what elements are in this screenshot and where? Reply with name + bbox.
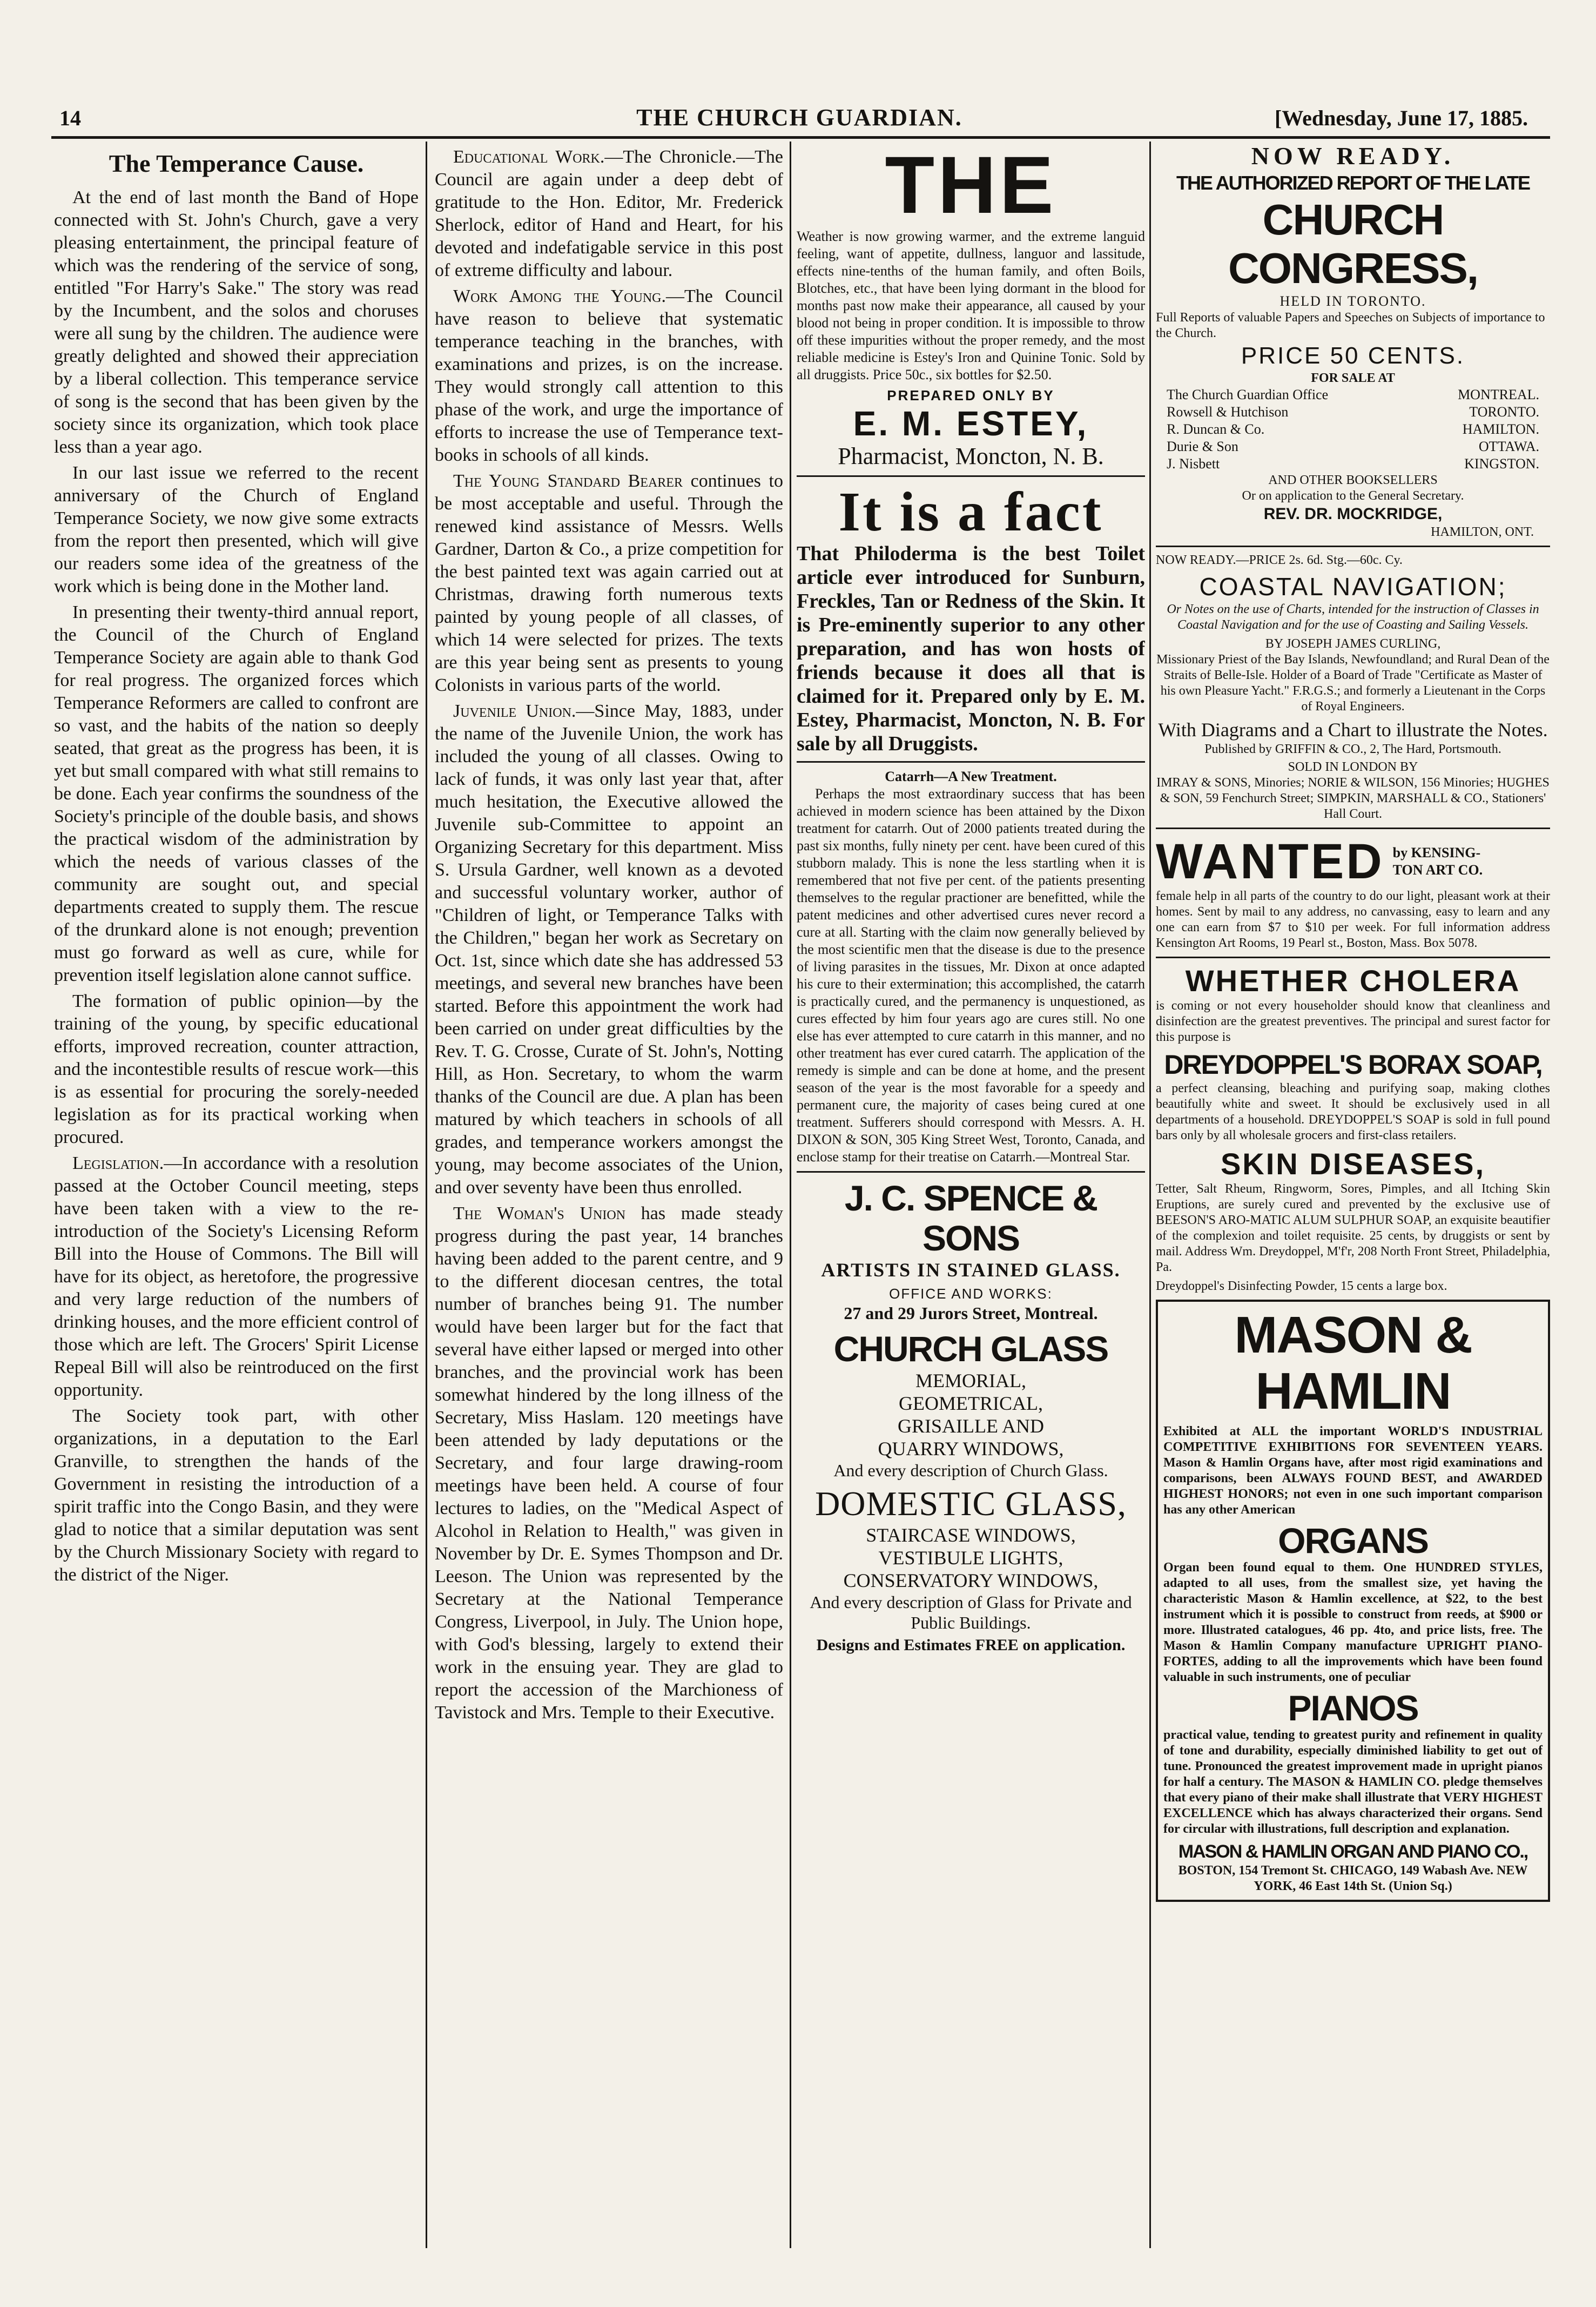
article-paragraph: In our last issue we referred to the recent anniversary of the Church of England Temperance Society, we now give some extracts from the report then presented, which will give our readers some idea of the greatness of the work which is being done in the Mother land. [54, 463, 419, 596]
congress-price: PRICE 50 CENTS. [1241, 342, 1465, 369]
column-advertisements-b [1156, 142, 1550, 2248]
spence-office: OFFICE AND WORKS: [889, 1286, 1053, 1302]
sold-by: IMRAY & SONS, Minories; NORIE & WILSON, 156 Minories; HUGHES & SON, 59 Fenchurch Street; SIMPKIN, MARSHALL & CO., Stationers' Hall Court. [1156, 776, 1550, 821]
mason-address: BOSTON, 154 Tremont St. CHICAGO, 149 Wabash Ave. NEW YORK, 46 East 14th St. (Union Sq.) [1178, 1864, 1528, 1893]
rev-location: HAMILTON, ONT. [1431, 525, 1534, 539]
seller-place: KINGSTON. [1464, 456, 1539, 472]
sold-in-london: SOLD IN LONDON BY [1288, 760, 1418, 774]
full-reports: Full Reports of valuable Papers and Speeches on Subjects of importance to the Church. [1156, 311, 1545, 340]
coastal-publisher: Published by GRIFFIN & CO., 2, The Hard, Portsmouth. [1204, 742, 1501, 756]
article-paragraph [435, 700, 783, 1199]
seller-name: R. Duncan & Co. [1167, 421, 1265, 437]
spence-name: J. C. SPENCE & SONS [844, 1178, 1097, 1258]
section-lead: The Woman's Union [453, 1203, 626, 1223]
column-rule-2 [790, 142, 791, 2248]
seller-name: J. Nisbett [1167, 456, 1220, 472]
quarry: QUARRY WINDOWS, [878, 1438, 1064, 1459]
coastal-author-desc: Missionary Priest of the Bay Islands, Newfoundland; and Rural Dean of the Straits of Belle-Isle. Holder of a Board of Trade "Certificate as Master of his own Pleasure Yacht." F.R.G.S.; and formerly a Lieutenant in the Corps of Royal Engineers. [1156, 653, 1550, 714]
catarrh-article [797, 761, 1145, 1166]
section-text: has made steady progress during the past year, 14 branches having been added to the parent centre, and 9 to the different diocesan centres, the total number of branches being 91. The number would have been larger but for the fact that several have either lapsed or merged into other branches, and the provincial work has been somewhat hindered by the long illness of the Secretary, Miss Haslam. 120 meetings have been attended by lady deputations or the Secretary, and four large drawing-room meetings have been held. A course of four lectures to ladies, on the "Medical Aspect of Alcohol in Relation to Health," was given in November by Dr. E. Symes Thompson and Dr. Leeson. The Union was represented by the Secretary at the National Temperance Congress, Liverpool, in July. The Union hope, with God's blessing, largely to extend their work in the ensuing year. They are glad to report the accession of the Marchioness of Tavistock and Mrs. Temple to their Executive. [435, 1203, 783, 1723]
borax-body: a perfect cleansing, bleaching and purifying soap, making clothes beautifully white and sweet. It should be exclusively used in all departments of a household. DREYDOPPEL'S SOAP is sold in full pound bars only by all wholesale grocers and first-class retailers. [1156, 1081, 1550, 1142]
article-paragraph [435, 1202, 783, 1724]
seller-row [1167, 386, 1539, 403]
sellers-list [1156, 386, 1550, 473]
estey-name: E. M. ESTEY, [853, 404, 1089, 443]
congress-held: HELD IN TORONTO. [1280, 293, 1426, 309]
designs-free: Designs and Estimates FREE on application. [816, 1636, 1126, 1654]
article-paragraph [435, 470, 783, 697]
article-paragraph [435, 285, 783, 467]
article-paragraph [435, 146, 783, 282]
seller-place: OTTAWA. [1478, 439, 1539, 454]
header-rule [51, 136, 1550, 139]
spence-address: 27 and 29 Jurors Street, Montreal. [844, 1303, 1098, 1323]
other-booksellers: AND OTHER BOOKSELLERS [1268, 473, 1438, 487]
page-number: 14 [59, 106, 81, 130]
domestic-glass: DOMESTIC GLASS, [815, 1484, 1127, 1523]
spence-sub: ARTISTS IN STAINED GLASS. [821, 1259, 1121, 1281]
mason-hamlin-ad [1156, 1300, 1550, 1902]
section-lead: The Young Standard Bearer [453, 471, 683, 491]
coastal-author: BY JOSEPH JAMES CURLING, [1265, 637, 1441, 651]
seller-row [1167, 403, 1539, 421]
every-glass: And every description of Glass for Private and Public Buildings. [810, 1592, 1132, 1632]
seller-place: TORONTO. [1469, 404, 1539, 420]
article-paragraph: The Society took part, with other organizations, in a deputation to the Earl Granville, to strengthen the hands of the Government in resisting the introduction of a spirit traffic into the Congo Basin, and they were glad to notice that a similar deputation was sent by the Church Missionary Society with regard to the district of the Niger. [54, 1406, 419, 1585]
seller-name: Durie & Son [1167, 439, 1238, 454]
now-ready: NOW READY. [1251, 142, 1455, 170]
wanted-ad [1156, 828, 1550, 951]
fact-headline: It is a fact [838, 481, 1103, 543]
estey-ad [797, 142, 1145, 470]
catarrh-heading: Catarrh—A New Treatment. [885, 769, 1057, 784]
coastal-ad [1156, 546, 1550, 822]
skin-body: Tetter, Salt Rheum, Ringworm, Sores, Pimples, and all Itching Skin Eruptions, are surely cured and prevented by the exclusive use of BEESON'S ARO-MATIC ALUM SULPHUR SOAP, an exquisite beautifier of the complexion and toilet requisite. 25 cents, by druggists or sent by mail. Address Wm. Dreydoppel, M'f'r, 208 North Front Street, Philadelphia, Pa. [1156, 1182, 1550, 1274]
masthead-title: THE CHURCH GUARDIAN. [636, 104, 962, 131]
section-lead: Educational Work. [453, 147, 605, 167]
congress-title: CHURCH CONGRESS, [1228, 196, 1478, 292]
organs-title: ORGANS [1278, 1521, 1428, 1561]
memorial: MEMORIAL, [915, 1370, 1026, 1391]
report-title: THE AUTHORIZED REPORT OF THE LATE [1176, 172, 1530, 194]
general-secretary: Or on application to the General Secretary. [1242, 489, 1464, 503]
pianos-title: PIANOS [1288, 1688, 1418, 1728]
article-paragraph: The formation of public opinion—by the training of the young, by specific educational efforts, improved recreation, counter attraction, and the incontestible results of rescue work—this is as essential for procuring the sorely-needed legislation as for its practical working when procured. [54, 991, 419, 1147]
every-church-glass: And every description of Church Glass. [833, 1461, 1108, 1480]
section-lead: Legislation. [72, 1153, 164, 1173]
section-lead: Work Among the Young. [453, 286, 666, 306]
congress-ad [1156, 142, 1550, 540]
seller-row [1167, 438, 1539, 455]
cholera-title: WHETHER CHOLERA [1185, 964, 1521, 998]
coastal-diagrams: With Diagrams and a Chart to illustrate the Notes. [1158, 719, 1548, 741]
section-text: —In accordance with a resolution passed at the October Council meeting, steps have been taken with a view to the re-introduction of the Society's Licensing Reform Bill into the House of Commons. The Bill will have for its object, as heretofore, the progressive and very large reduction of the numbers of drinking houses, and the more efficient control of those which are left. The Grocers' Spirit License Repeal Bill will also be reintroduced on the first opportunity. [54, 1153, 419, 1400]
disinfecting-powder: Dreydoppel's Disinfecting Powder, 15 cents a large box. [1156, 1279, 1447, 1293]
column-rule-3 [1149, 142, 1151, 2248]
mason-footer: MASON & HAMLIN ORGAN AND PIANO CO., [1178, 1841, 1528, 1862]
borax-title: DREYDOPPEL'S BORAX SOAP, [1164, 1050, 1542, 1080]
section-text: —Since May, 1883, under the name of the Juvenile Union, the work has included the young of all classes. Owing to lack of funds, it was only last year that, after much hesitation, the Executive allowed the Juvenile sub-Committee to appoint an Organizing Secretary for this department. Miss S. Ursula Gardner, well known as a devoted and successful voluntary worker, author of "Children of light, or Temperance Talks with the Children," began her work as Secretary on Oct. 1st, since which date she has addressed 53 meetings, and several new branches have been started. Before this appointment the work had been carried on under great difficulties by the Rev. T. G. Crosse, Curate of St. John's, Notting Hill, as Hon. Secretary, to whom the warm thanks of the Council are due. A plan has been matured by which teachers in schools of all grades, and temperance workers amongst the young, may become associates of the Union, and over seventy have been thus enrolled. [435, 701, 783, 1198]
column-temperance [54, 146, 419, 2252]
article-paragraph [54, 1152, 419, 1402]
column-advertisements-a [797, 142, 1145, 2248]
skin-title: SKIN DISEASES, [1220, 1147, 1486, 1181]
cholera-ad [1156, 957, 1550, 1294]
wanted-title: WANTED [1156, 834, 1384, 889]
coastal-title: COASTAL NAVIGATION; [1199, 573, 1507, 601]
seller-row [1167, 455, 1539, 473]
church-glass: CHURCH GLASS [833, 1329, 1108, 1369]
seller-place: HAMILTON. [1462, 421, 1539, 437]
mason-body-2: Organ been found equal to them. One HUNDRED STYLES, adapted to all uses, from the smallest size, yet having the characteristic Mason & Hamlin excellence, at $22, to the best instrument which it is possible to construct from reeds, at $900 or more. Illustrated catalogues, 46 pp. 4to, and price lists, free. The Mason & Hamlin Company manufacture UPRIGHT PIANO-FORTES, adding to all the improvements which have been found valuable in such instruments, one of peculiar [1163, 1561, 1543, 1684]
column-temperance-continued [435, 146, 783, 2252]
estey-place: Pharmacist, Moncton, N. B. [838, 443, 1104, 469]
spence-ad [797, 1171, 1145, 1656]
article-heading: The Temperance Cause. [109, 150, 364, 177]
seller-name: Rowsell & Hutchison [1167, 404, 1289, 420]
staircase: STAIRCASE WINDOWS, [866, 1524, 1076, 1546]
mason-title: MASON & HAMLIN [1234, 1306, 1472, 1420]
column-rule-1 [426, 142, 427, 2248]
wanted-header [1156, 835, 1550, 889]
grisaille: GRISAILLE AND [898, 1415, 1044, 1437]
section-text: continues to be most acceptable and useful. Through the renewed kind assistance of Messrs. Wells Gardner, Darton & Co., a prize competition for the best painted text was again carried out at Christmas, drawing forth numerous texts painted by young people of all classes, of which 14 were selected for prizes. The texts are this year being sent as presents to young Colonists in various parts of the world. [435, 471, 783, 695]
article-paragraph: In presenting their twenty-third annual report, the Council of the Church of England Temperance Society are again able to thank God for real progress. The organized forces which Temperance Reformers are called to confront are so vast, and the habits of the nation so deeply seated, that great as the progress has been, it is yet but small compared with what still remains to be done. Each year confirms the soundness of the Society's principle of the double basis, and shows the practical wisdom of the administration by which the needs of various classes of the community are sought out, and special departments created to supply them. The rescue of the drunkard alone is not enough; prevention must go forward as well as cure, while for prevention itself legislation alone cannot suffice. [54, 602, 419, 985]
wanted-body: female help in all parts of the country to do our light, pleasant work at their homes. Sent by mail to any address, no canvassing, easy to learn and any one can earn from $7 to $10 per week. For full information address Kensington Art Rooms, 19 Pearl st., Boston, Mass. Box 5078. [1156, 889, 1550, 950]
coastal-sub: Or Notes on the use of Charts, intended for the instruction of Classes in Coastal Navigation and for the use of Coasting and Sailing Vessels. [1167, 602, 1539, 632]
cholera-body: is coming or not every householder should know that cleanliness and disinfection are the greatest preventives. The principal and surest factor for this purpose is [1156, 999, 1550, 1044]
conservatory: CONSERVATORY WINDOWS, [843, 1570, 1099, 1591]
geometrical: GEOMETRICAL, [899, 1393, 1043, 1414]
vestibule: VESTIBULE LIGHTS, [878, 1547, 1063, 1569]
mason-body-1: Exhibited at ALL the important WORLD'S INDUSTRIAL COMPETITIVE EXHIBITIONS FOR SEVENTEEN YEARS. Mason & Hamlin Organs have, after most rigid examinations and comparisons, been ALWAYS FOUND BEST, and AWARDED HIGHEST HONORS; not even in one such important comparison has any other American [1163, 1424, 1543, 1517]
mason-body-3: practical value, tending to greatest purity and refinement in quality of tone and durability, especially diminished liability to get out of tune. Pronounced the greatest improvement made in upright pianos for half a century. The MASON & HAMLIN CO. pledge themselves that every piano of their make shall illustrate that VERY HIGHEST EXCELLENCE which has always characterized their organs. Send for circular with illustrations, full description and explanation. [1163, 1728, 1543, 1836]
estey-prepared: PREPARED ONLY BY [887, 387, 1055, 403]
section-text: —The Chronicle.—The Council are again under a deep debt of gratitude to the Hon. Editor, Mr. Frederick Sherlock, editor of Hand and Heart, for his devoted and indefatigable service in this post of extreme difficulty and labour. [435, 147, 783, 280]
rev-mockridge: REV. DR. MOCKRIDGE, [1263, 505, 1443, 523]
coastal-price: NOW READY.—PRICE 2s. 6d. Stg.—60c. Cy. [1156, 553, 1403, 567]
fact-body: That Philoderma is the best Toilet article ever introduced for Sunburn, Freckles, Tan or Redness of the Skin. It is Pre-eminently superior to any other preparation, and has won hosts of friends because it does all that is claimed for it. Prepared only by E. M. Estey, Pharmacist, Moncton, N. B. For sale by all Druggists. [797, 542, 1145, 755]
catarrh-body: Perhaps the most extraordinary success that has been achieved in modern science has been attained by the Dixon treatment for catarrh. Out of 2000 patients treated during the past six months, fully ninety per cent. have been cured of this stubborn malady. This is none the less startling when it is remembered that not five per cent. of the patients presenting themselves to the regular practioner are benefitted, while the patent medicines and other advertised cures never record a cure at all. Starting with the claim now generally believed by the most scientific men that the disease is due to the presence of living parasites in the tissues, Mr. Dixon at once adapted his cure to their extermination; this accomplished, the catarrh is practically cured, and the permanency is unquestioned, as cures effected by him four years ago are cures still. No one else has ever attempted to cure catarrh in this manner, and no other treatment has ever cured catarrh. The application of the remedy is simple and can be done at home, and the present season of the year is the most favorable for a speedy and permanent cure, the majority of cases being cured at one treatment. Sufferers should correspond with Messrs. A. H. DIXON & SON, 305 King Street West, Toronto, Canada, and enclose stamp for their treatise on Catarrh.—Montreal Star. [797, 786, 1145, 1165]
seller-row [1167, 421, 1539, 438]
estey-headline: THE [885, 142, 1057, 230]
wanted-by: by KENSING-TON ART CO. [1392, 845, 1483, 878]
seller-place: MONTREAL. [1458, 387, 1539, 402]
issue-date: [Wednesday, June 17, 1885. [1275, 106, 1528, 130]
section-lead: Juvenile Union. [453, 701, 576, 721]
section-text: —The Council have reason to believe that systematic temperance teaching in the branches, with examinations and prizes, is on the increase. They would strongly call attention to this phase of the work, and urge the importance of efforts to increase the use of Temperance text-books in schools of all kinds. [435, 286, 783, 465]
philoderma-ad [797, 475, 1145, 756]
for-sale: FOR SALE AT [1311, 371, 1395, 385]
seller-name: The Church Guardian Office [1167, 387, 1329, 402]
estey-body: Weather is now growing warmer, and the extreme languid feeling, want of appetite, dullness, languor and lassitude, effects nine-tenths of the human family, and often Boils, Blotches, etc., that have been lying dormant in the blood for months past now make their appearance, all caused by your blood not being in proper condition. It is impossible to throw off these impurities without the proper remedy, and the most reliable medicine is Estey's Iron and Quinine Tonic. Sold by all druggists. Price 50c., six bottles for $2.50. [797, 228, 1145, 382]
article-paragraph: At the end of last month the Band of Hope connected with St. John's Church, gave a very pleasing entertainment, the principal feature of which was the rendering of the service of song, entitled "For Harry's Sake." The story was read by the Incumbent, and the solos and choruses were all sung by the children. The audience were greatly delighted and showed their appreciation by a liberal collection. This temperance service of song is the second that has been given by the society since its organization, which took place less than a year ago. [54, 187, 419, 457]
